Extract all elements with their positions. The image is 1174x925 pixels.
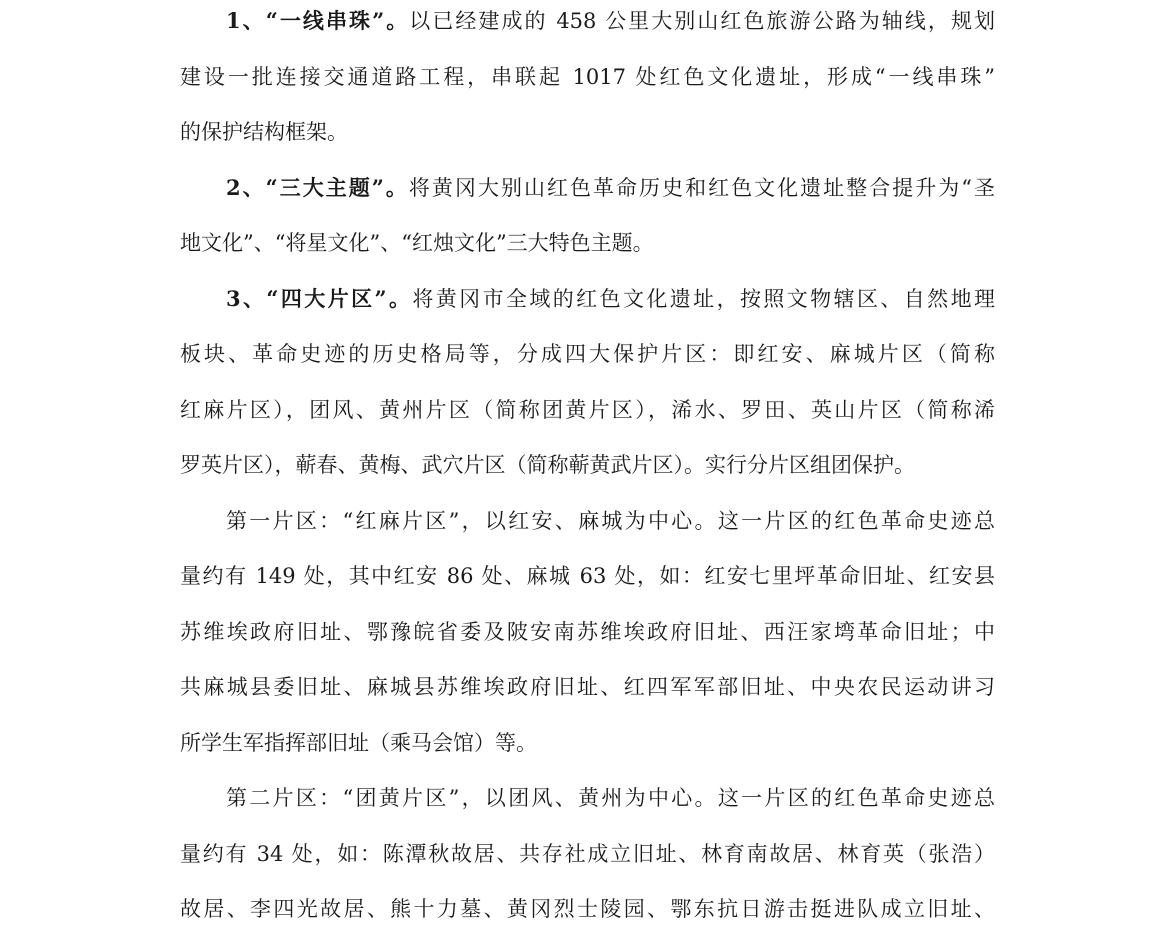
para1-heading: 1、“一线串珠”。 xyxy=(226,8,410,33)
para1-line3: 的保护结构框架。 xyxy=(180,120,348,144)
para1-line2: 建设一批连接交通道路工程，串联起 1017 处红色文化遗址，形成“一线串珠” xyxy=(180,65,995,89)
para4-line5: 所学生军指挥部旧址（乘马会馆）等。 xyxy=(180,731,537,755)
para4-line1: 第一片区：“红麻片区”，以红安、麻城为中心。这一片区的红色革命史迹总 xyxy=(226,509,995,533)
para1-line1 xyxy=(226,7,995,35)
para2-heading: 2、“三大主题”。 xyxy=(226,175,409,200)
para3-line4: 罗英片区），蕲春、黄梅、武穴片区（简称蕲黄武片区）。实行分片区组团保护。 xyxy=(180,453,915,477)
para2-line1-text: 将黄冈大别山红色革命历史和红色文化遗址整合提升为“圣 xyxy=(408,176,995,200)
para5-line1: 第二片区：“团黄片区”，以团风、黄州为中心。这一片区的红色革命史迹总 xyxy=(226,786,995,810)
para4-line3: 苏维埃政府旧址、鄂豫皖省委及陂安南苏维埃政府旧址、西汪家塆革命旧址；中 xyxy=(180,620,995,644)
para4-line2: 量约有 149 处，其中红安 86 处、麻城 63 处，如：红安七里坪革命旧址、红安县 xyxy=(180,564,995,588)
para2-line1 xyxy=(226,174,995,202)
para3-line1-text: 将黄冈市全域的红色文化遗址，按照文物辖区、自然地理 xyxy=(412,287,995,311)
para3-line2: 板块、革命史迹的历史格局等，分成四大保护片区：即红安、麻城片区（简称 xyxy=(180,342,995,366)
para3-line1 xyxy=(226,285,995,313)
para1-line1-text: 以已经建成的 458 公里大别山红色旅游公路为轴线，规划 xyxy=(409,9,995,33)
para5-line2: 量约有 34 处，如：陈潭秋故居、共存社成立旧址、林育南故居、林育英（张浩） xyxy=(180,842,995,866)
para2-line2: 地文化”、“将星文化”、“红烛文化”三大特色主题。 xyxy=(180,231,654,255)
para3-heading: 3、“四大片区”。 xyxy=(226,286,413,311)
para3-line3: 红麻片区），团风、黄州片区（简称团黄片区），浠水、罗田、英山片区（简称浠 xyxy=(180,398,995,422)
para4-line4: 共麻城县委旧址、麻城县苏维埃政府旧址、红四军军部旧址、中央农民运动讲习 xyxy=(180,675,995,699)
para5-line3: 故居、李四光故居、熊十力墓、黄冈烈士陵园、鄂东抗日游击挺进队成立旧址、 xyxy=(180,897,995,921)
